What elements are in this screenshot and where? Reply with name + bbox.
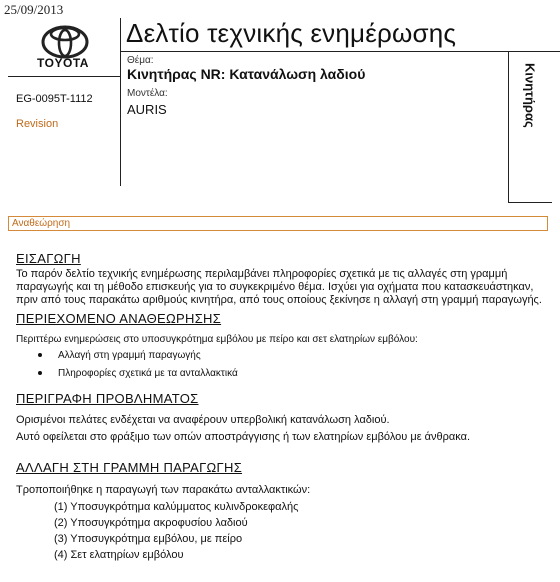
intro-line: Το παρόν δελτίο τεχνικής ενημέρωσης περιλαμβάνει πληροφορίες σχετικά με τις αλλαγές στη γραμμή <box>16 268 508 280</box>
production-change-heading: ΑΛΛΑΓΗ ΣΤΗ ΓΡΑΜΜΗ ΠΑΡΑΓΩΓΗΣ <box>16 460 243 475</box>
bullet-icon <box>38 353 42 357</box>
revision-box: Αναθεώρηση <box>8 216 548 231</box>
issue-date: 25/09/2013 <box>4 2 64 17</box>
document-title: Δελτίο τεχνικής ενημέρωσης <box>126 18 457 48</box>
bullet-icon <box>38 371 42 375</box>
brand-name: TOYOTA <box>37 56 89 70</box>
document-code: EG-0095T-1112 <box>16 93 93 105</box>
intro-line: πριν από τους παρακάτω αριθμούς κινητήρα, από τους οποίους ξεκίνησε η αλλαγή στη γραμμή παραγωγής. <box>16 294 542 306</box>
models-label: Μοντέλα: <box>127 88 168 99</box>
revision-contents-intro: Περιττέρω ενημερώσεις στο υποσυγκρότημα εμβόλου με πείρο και σετ ελατηρίων εμβόλου: <box>16 334 418 345</box>
category-vertical-label: Κινητήρας <box>522 62 538 128</box>
problem-line: Αυτό οφείλεται στο φράξιμο των οπών αποστράγγισης ή των ελατηρίων εμβόλου με άνθρακα. <box>16 431 471 443</box>
subject-label: Θέμα: <box>127 55 154 66</box>
list-item: Αλλαγή στη γραμμή παραγωγής <box>38 350 201 361</box>
list-item: Πληροφορίες σχετικά με τα ανταλλακτικά <box>38 368 238 379</box>
production-change-intro: Τροποποιήθηκε η παραγωγή των παρακάτω ανταλλακτικών: <box>16 484 311 496</box>
problem-line: Ορισμένοι πελάτες ενδέχεται να αναφέρουν υπερβολική κατανάλωση λαδιού. <box>16 414 390 426</box>
list-item: (1) Υποσυγκρότημα καλύμματος κυλινδροκεφαλής <box>54 501 299 513</box>
subject-value: Κινητήρας NR: Κατανάλωση λαδιού <box>127 66 366 82</box>
header-left-divider <box>120 18 121 186</box>
list-item: (2) Υποσυγκρότημα ακροφυσίου λαδιού <box>54 517 248 529</box>
intro-heading: ΕΙΣΑΓΩΓΗ <box>16 251 81 266</box>
header-bottom-line <box>508 202 552 203</box>
list-item: (4) Σετ ελατηρίων εμβόλου <box>54 549 184 561</box>
problem-heading: ΠΕΡΙΓΡΑΦΗ ΠΡΟΒΛΗΜΑΤΟΣ <box>16 391 199 406</box>
brand-underline <box>8 76 120 77</box>
models-value: AURIS <box>127 102 167 117</box>
revision-contents-heading: ΠΕΡΙΕΧΟΜΕΝΟ ΑΝΑΘΕΩΡΗΣΗΣ <box>16 311 222 326</box>
intro-line: παραγωγής και τη μέθοδο επισκευής για το συγκεκριμένο θέμα. Ισχύει για οχήματα που κατασκευάστηκαν, <box>16 281 534 293</box>
revision-label: Revision <box>16 118 59 130</box>
title-underline <box>120 51 560 52</box>
header-right-divider <box>508 52 509 202</box>
list-item: (3) Υποσυγκρότημα εμβόλου, με πείρο <box>54 533 243 545</box>
